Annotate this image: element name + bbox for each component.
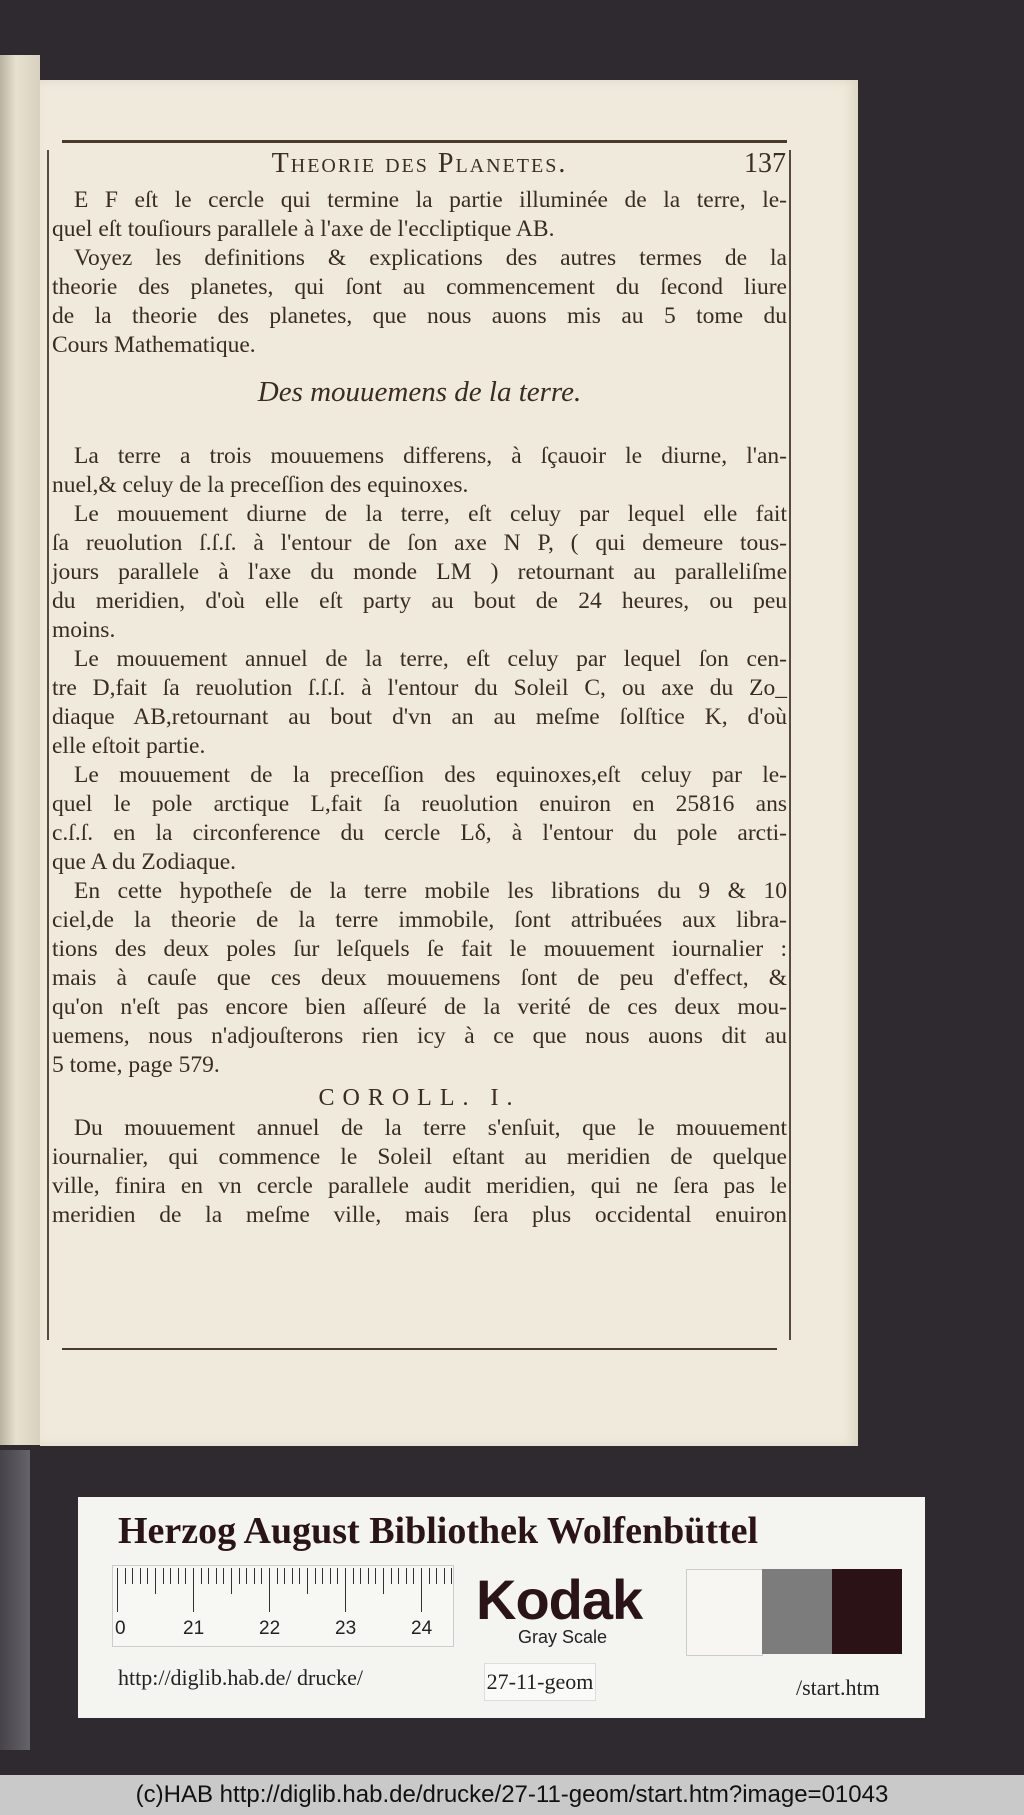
library-target-card <box>78 1497 925 1718</box>
ruler-tick <box>163 1568 164 1584</box>
ruler-tick <box>375 1568 376 1584</box>
ruler-tick <box>231 1568 232 1594</box>
ruler-tick <box>406 1568 407 1584</box>
ruler-tick <box>147 1568 148 1584</box>
ruler-tick <box>383 1568 384 1594</box>
text-line: E F eſt le cercle qui termine la partie illuminée de la terre, le- <box>74 187 787 213</box>
text-line: du meridien, d'où elle eſt party au bout de 24 heures, ou peu <box>52 588 787 614</box>
url-right: /start.htm <box>796 1675 880 1700</box>
ruler-tick <box>261 1568 262 1584</box>
ruler-tick <box>315 1568 316 1584</box>
page-number: 137 <box>744 148 786 179</box>
text-line: meridien de la meſme ville, mais ſera plus occidental enuiron <box>52 1202 787 1228</box>
ruler-tick <box>292 1568 293 1584</box>
ruler-tick <box>140 1568 141 1584</box>
text-line: Voyez les definitions & explications des autres termes de la <box>74 245 787 271</box>
gray-scale-label: Gray Scale <box>518 1627 608 1647</box>
text-line: diaque AB,retournant au bout d'vn an au meſme ſolſtice K, d'où <box>52 704 787 730</box>
ruler-tick <box>436 1568 437 1584</box>
text-line: mais à cauſe que ces deux mouuemens ſont de peu d'effect, & <box>52 965 787 991</box>
ruler-tick <box>322 1568 323 1584</box>
text-line: Le mouuement annuel de la terre, eſt celuy par lequel ſon cen- <box>74 646 787 672</box>
ruler-tick <box>223 1568 224 1584</box>
corollary-heading: COROLL. I. <box>318 1085 521 1111</box>
ruler-tick <box>208 1568 209 1584</box>
ruler-tick <box>444 1568 445 1584</box>
adjacent-page-edge-lower <box>0 1450 30 1750</box>
ruler-tick <box>170 1568 171 1584</box>
ruler-tick <box>117 1568 118 1612</box>
top-rule <box>62 140 787 143</box>
text-line: Du mouuement annuel de la terre s'enſuit, que le mouuement <box>74 1115 787 1141</box>
running-head: Theorie des Planetes. <box>271 148 568 179</box>
text-line: de la theorie des planetes, que nous auons mis au 5 tome du <box>52 303 787 329</box>
text-line: ville, finira en vn cercle parallele audit meridien, qui ne ſera pas le <box>52 1173 787 1199</box>
bottom-rule <box>62 1348 777 1350</box>
ruler-tick <box>246 1568 247 1584</box>
text-line: ſa reuolution ſ.ſ.ſ. à l'entour de ſon axe N P, ( qui demeure tous- <box>52 530 787 556</box>
ruler-tick <box>125 1568 126 1584</box>
url-left: http://diglib.hab.de/ drucke/ <box>118 1665 364 1690</box>
shelfmark: 27-11-geom <box>484 1663 596 1701</box>
ruler-tick <box>216 1568 217 1584</box>
page-body <box>52 186 787 1230</box>
text-line: tre D,fait ſa reuolution ſ.ſ.ſ. à l'entour du Soleil C, ou axe du Zo_ <box>52 675 787 701</box>
text-line: Le mouuement diurne de la terre, eſt celuy par lequel elle fait <box>74 501 787 527</box>
ruler-tick <box>269 1568 270 1612</box>
text-line: 5 tome, page 579. <box>52 1052 220 1078</box>
ruler-tick <box>185 1568 186 1584</box>
text-line: ciel,de la theorie de la terre immobile, ſont attribuées aux libra- <box>52 907 787 933</box>
ruler-tick <box>239 1568 240 1584</box>
ruler-tick <box>284 1568 285 1584</box>
gray-patch-dark <box>832 1569 902 1654</box>
copyright-footer: (c)HAB http://diglib.hab.de/drucke/27-11-geom/start.htm?image=01043 <box>0 1775 1024 1815</box>
ruler-tick <box>299 1568 300 1584</box>
section-heading: Des mouuemens de la terre. <box>257 376 582 408</box>
ruler-tick <box>193 1568 194 1612</box>
ruler-tick <box>413 1568 414 1584</box>
text-line: c.ſ.ſ. en la circonference du cercle Lδ, à l'entour du pole arcti- <box>52 820 787 846</box>
text-line: La terre a trois mouuemens differens, à ſçauoir le diurne, l'an- <box>74 443 787 469</box>
text-line: uemens, nous n'adjouſterons rien icy à ce que nous auons dit au <box>52 1023 787 1049</box>
ruler-tick <box>421 1568 422 1612</box>
ruler-label: 24 <box>411 1618 433 1639</box>
ruler-tick <box>391 1568 392 1584</box>
text-line: tions des deux poles ſur leſquels ſe fait le mouuement iournalier : <box>52 936 787 962</box>
text-line: Le mouuement de la preceſſion des equinoxes,eſt celuy par le- <box>74 762 787 788</box>
ruler-label: 0 <box>115 1618 126 1639</box>
text-line: theorie des planetes, qui ſont au commencement du ſecond liure <box>52 274 787 300</box>
ruler-tick <box>132 1568 133 1584</box>
text-line: moins. <box>52 617 116 643</box>
ruler-label: 21 <box>183 1618 205 1639</box>
ruler-tick <box>337 1568 338 1584</box>
ruler-tick <box>307 1568 308 1594</box>
kodak-logo: Kodak <box>476 1568 643 1631</box>
ruler-tick <box>277 1568 278 1584</box>
text-line: quel le pole arctique L,fait ſa reuolution enuiron en 25816 ans <box>52 791 787 817</box>
ruler-tick <box>345 1568 346 1612</box>
ruler-tick <box>360 1568 361 1584</box>
text-line: qu'on n'eſt pas encore bien aſſeuré de la verité de ces deux mou- <box>52 994 787 1020</box>
measurement-ruler <box>112 1565 454 1647</box>
text-line: En cette hypotheſe de la terre mobile les librations du 9 & 10 <box>74 878 787 904</box>
library-name: Herzog August Bibliothek Wolfenbüttel <box>118 1510 759 1552</box>
text-line: jours parallele à l'axe du monde LM ) retournant au paralleliſme <box>52 559 787 585</box>
ruler-tick <box>368 1568 369 1584</box>
text-line: quel eſt touſiours parallele à l'axe de l'eccliptique AB. <box>52 216 555 242</box>
ruler-tick <box>254 1568 255 1584</box>
ruler-tick <box>398 1568 399 1584</box>
ruler-tick <box>330 1568 331 1584</box>
ruler-tick <box>201 1568 202 1584</box>
gray-patch-white <box>686 1569 763 1656</box>
ruler-tick <box>155 1568 156 1594</box>
ruler-tick <box>451 1568 452 1584</box>
text-line: que A du Zodiaque. <box>52 849 237 875</box>
ruler-tick <box>429 1568 430 1584</box>
text-line: nuel,& celuy de la preceſſion des equinoxes. <box>52 472 469 498</box>
ruler-tick <box>178 1568 179 1584</box>
ruler-label: 22 <box>259 1618 281 1639</box>
adjacent-page-edge <box>0 55 40 1445</box>
text-line: elle eſtoit partie. <box>52 733 206 759</box>
gray-patch-mid <box>762 1569 832 1654</box>
text-line: iournalier, qui commence le Soleil eſtant au meridien de quelque <box>52 1144 787 1170</box>
text-line: Cours Mathematique. <box>52 332 256 358</box>
ruler-label: 23 <box>335 1618 357 1639</box>
ruler-tick <box>353 1568 354 1584</box>
